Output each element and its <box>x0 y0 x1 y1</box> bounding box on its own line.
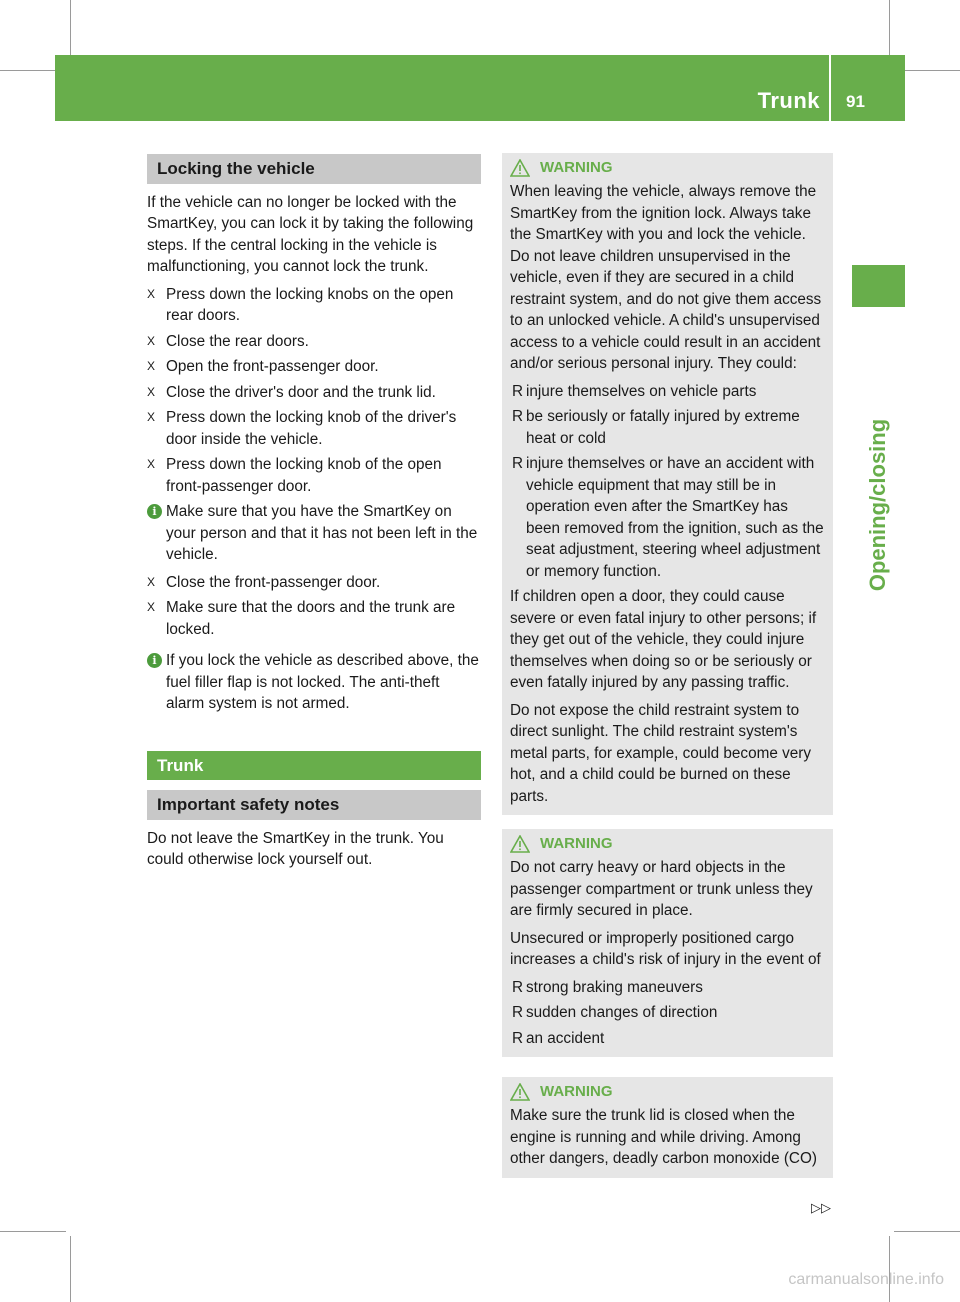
crop-mark <box>0 1231 66 1232</box>
safety-text: Do not leave the SmartKey in the trunk. You could otherwise lock yourself out. <box>147 829 444 868</box>
warning-header <box>510 157 825 179</box>
warning-text: Make sure the trunk lid is closed when the engine is running and while driving. Among other dangers, deadly carbon monoxide (CO) <box>510 1107 817 1167</box>
step-text: Press down the locking knob of the driver's door inside the vehicle. <box>166 409 457 448</box>
step-text: Close the rear doors. <box>166 332 309 350</box>
warning-text: Do not carry heavy or hard objects in the passenger compartment or trunk unless they are firmly secured in place. <box>510 859 813 919</box>
step-text: Close the driver's door and the trunk lid. <box>166 383 436 401</box>
warning-box <box>502 829 833 1057</box>
page-number: 91 <box>846 92 865 111</box>
warning-title: WARNING <box>540 159 613 177</box>
step-text: Make sure that the doors and the trunk are locked. <box>166 599 456 638</box>
step-text: Press down the locking knob of the open front-passenger door. <box>166 456 442 495</box>
left-column <box>147 154 481 877</box>
bullet-text: sudden changes of direction <box>526 1004 718 1021</box>
warning-text: When leaving the vehicle, always remove the SmartKey from the ignition lock. Always take the SmartKey with you and lock the vehicle. Do not leave children unsupervised in the vehicle, even if they are secured in a child restraint system, and do not give them access to an unlocked vehicle. A child's unsupervised access to a vehicle could result in an accident and/or serious personal injury. They could: <box>510 183 822 372</box>
info-icon: i <box>147 504 162 519</box>
info-icon: i <box>147 653 162 668</box>
warning-box <box>502 153 833 815</box>
side-tab-label: Opening/closing <box>865 418 890 592</box>
step-text: Press down the locking knobs on the open rear doors. <box>166 285 454 324</box>
crop-mark <box>894 1231 960 1232</box>
bullet-text: strong braking maneuvers <box>526 978 703 996</box>
warning-title: WARNING <box>540 835 613 853</box>
bullet-icon: R <box>512 1029 524 1047</box>
bullet-item <box>510 406 825 449</box>
step-arrow-icon: X <box>147 574 156 589</box>
step-arrow-icon: X <box>147 457 156 471</box>
step-item <box>147 572 481 594</box>
crop-mark <box>889 1236 890 1302</box>
step-arrow-icon: X <box>147 286 156 301</box>
step-arrow-icon: X <box>147 359 156 373</box>
continued-arrow-icon: ▷▷ <box>811 1200 831 1215</box>
bullet-item <box>510 381 825 403</box>
step-text: Open the front-passenger door. <box>166 358 379 375</box>
bullet-item <box>510 1028 825 1050</box>
info-note <box>147 650 481 715</box>
step-item <box>147 382 481 404</box>
step-arrow-icon: X <box>147 384 156 399</box>
bullet-item <box>510 1002 825 1024</box>
step-arrow-icon: X <box>147 333 156 348</box>
step-item <box>147 597 481 640</box>
warning-triangle-icon <box>510 835 530 853</box>
side-tab-marker <box>852 265 905 307</box>
header-separator <box>829 55 831 121</box>
warning-triangle-icon <box>510 1083 530 1101</box>
warning-text: Unsecured or improperly positioned cargo increases a child's risk of injury in the event of <box>510 929 821 968</box>
info-text: Make sure that you have the SmartKey on your person and that it has not been left in the vehicle. <box>166 503 478 563</box>
warning-triangle-icon <box>510 159 530 177</box>
bullet-icon: R <box>512 382 524 400</box>
locking-heading: Locking the vehicle <box>147 154 481 184</box>
bullet-text: injure themselves or have an accident with vehicle equipment that may still be in operation even after the SmartKey has been removed from the ignition, such as the seat adjustment, steering wheel adjustment or memory function. <box>526 455 824 580</box>
step-text: Close the front-passenger door. <box>166 573 381 591</box>
warning-box <box>502 1077 833 1178</box>
warning-header <box>510 833 825 855</box>
bullet-item <box>510 453 825 582</box>
warning-title: WARNING <box>540 1083 613 1101</box>
step-item <box>147 356 481 378</box>
watermark: carmanualsonline.info <box>788 1271 944 1288</box>
bullet-icon: R <box>512 455 524 472</box>
bullet-item <box>510 977 825 999</box>
bullet-icon: R <box>512 1004 524 1021</box>
info-note <box>147 501 481 566</box>
warning-text: If children open a door, they could cause severe or even fatal injury to other persons; if they get out of the vehicle, they could injure themselves when doing so or be seriously or even fatally injured by any passing traffic. <box>510 588 817 691</box>
crop-mark <box>70 1236 71 1302</box>
locking-intro: If the vehicle can no longer be locked with the SmartKey, you can lock it by taking the following steps. If the central locking in the vehicle is malfunctioning, you cannot lock the trunk. <box>147 193 474 275</box>
running-title: Trunk <box>757 88 820 113</box>
step-arrow-icon: X <box>147 600 156 614</box>
right-column <box>502 153 833 1192</box>
safety-heading: Important safety notes <box>147 790 481 820</box>
step-item <box>147 407 481 450</box>
section-heading-trunk: Trunk <box>147 751 481 781</box>
bullet-text: injure themselves on vehicle parts <box>526 382 757 400</box>
bullet-text: be seriously or fatally injured by extreme heat or cold <box>526 408 800 447</box>
warning-header <box>510 1081 825 1103</box>
bullet-icon: R <box>512 978 524 996</box>
bullet-text: an accident <box>526 1029 605 1047</box>
bullet-icon: R <box>512 408 524 425</box>
step-arrow-icon: X <box>147 410 156 424</box>
info-text: If you lock the vehicle as described above, the fuel filler flap is not locked. The anti-theft alarm system is not armed. <box>166 652 479 712</box>
warning-text: Do not expose the child restraint system to direct sunlight. The child restraint system's metal parts, for example, could become very hot, and a child could be burned on these parts. <box>510 701 811 805</box>
step-item <box>147 284 481 327</box>
step-item <box>147 331 481 353</box>
step-item <box>147 454 481 497</box>
